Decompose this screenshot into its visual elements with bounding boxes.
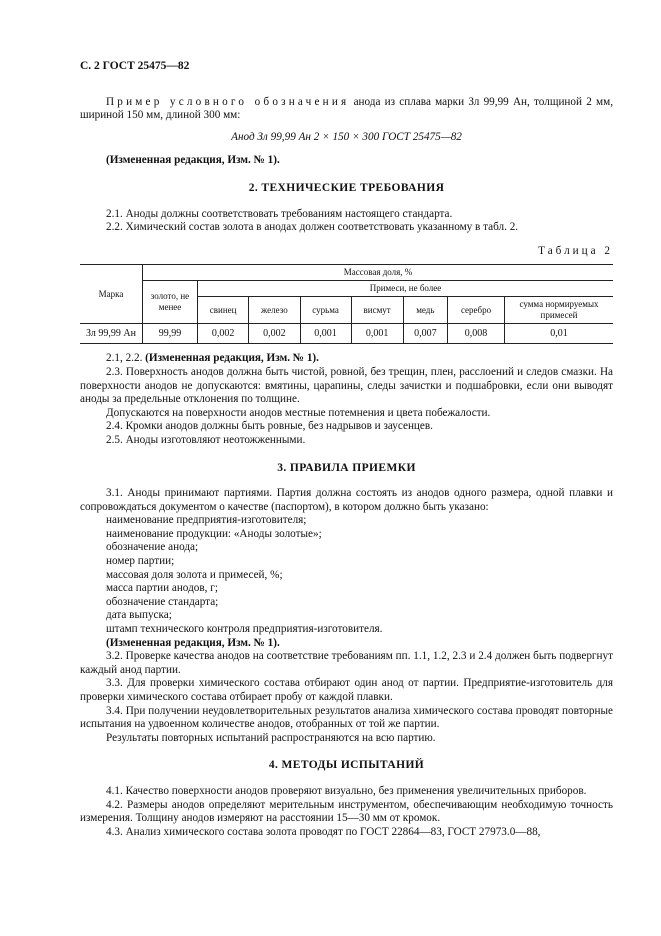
- list-item: массовая доля золота и примесей, %;: [106, 568, 283, 581]
- section-2-paragraph-5: 2.5. Аноды изготовляют неотожженными.: [106, 433, 306, 446]
- composition-table: [80, 264, 613, 344]
- list-item: наименование продукции: «Аноды золотые»;: [106, 527, 322, 540]
- section-3-paragraph-2: 3.2. Проверке качества анодов на соответствие требованиям пп. 1.1, 1.2, 2.3 и 2.4 должен быть подвергнут каждый анод партии.: [80, 650, 613, 676]
- table-header-copper: медь: [403, 297, 447, 324]
- list-item: обозначение стандарта;: [106, 595, 219, 608]
- table-header-iron: железо: [249, 297, 300, 324]
- table-cell-antimony: 0,001: [300, 324, 351, 344]
- table-header-sum: сумма нормируемых примесей: [505, 297, 614, 324]
- section-3-paragraph-4: 3.4. При получении неудовлетворительных результатов анализа химического состава проводят повторные испытания на удвоенном количестве анодов, отобранных от той же партии.: [80, 704, 613, 731]
- section-2-paragraph-3b: Допускаются на поверхности анодов местные потемнения и цвета побежалости.: [106, 406, 491, 419]
- table-cell-copper: 0,007: [403, 324, 447, 344]
- page-header: С. 2 ГОСТ 25475—82: [80, 60, 190, 72]
- table-header-bismuth: висмут: [351, 297, 403, 324]
- section-3-paragraph-1: 3.1. Аноды принимают партиями. Партия должна состоять из анодов одного размера, одной плавки и сопровождаться документом о качестве (паспортом), в котором должно быть указано:: [80, 487, 613, 513]
- list-item: номер партии;: [106, 555, 175, 568]
- list-item: дата выпуска;: [106, 609, 172, 622]
- section-4-title: 4. МЕТОДЫ ИСПЫТАНИЙ: [268, 759, 425, 772]
- section-4-paragraph-2: 4.2. Размеры анодов определяют мерительным инструментом, обеспечивающим необходимую точность измерения. Толщину анодов измеряют на расстоянии 15—30 мм от кромок.: [80, 798, 613, 825]
- section-2-paragraph-1: 2.1. Аноды должны соответствовать требованиям настоящего стандарта.: [106, 207, 453, 220]
- intro-paragraph: [80, 96, 613, 123]
- table-cell-silver: 0,008: [448, 324, 505, 344]
- table-cell-sum: 0,01: [505, 324, 614, 344]
- section-3-paragraph-4b: Результаты повторных испытаний распространяются на всю партию.: [106, 731, 436, 744]
- section-3-title: 3. ПРАВИЛА ПРИЕМКИ: [277, 461, 416, 474]
- list-item: штамп технического контроля предприятия-изготовителя.: [106, 623, 383, 636]
- passport-list: [80, 514, 613, 636]
- designation-formula: Анод Зл 99,99 Ан 2 × 150 × 300 ГОСТ 25475—82: [231, 130, 462, 143]
- table-cell-gold: 99,99: [143, 324, 198, 344]
- table-cell-lead: 0,002: [198, 324, 249, 344]
- section-4-paragraph-3: 4.3. Анализ химического состава золота проводят по ГОСТ 22864—83, ГОСТ 27973.0—88,: [106, 825, 541, 838]
- table-header-lead: свинец: [198, 297, 249, 324]
- section-4-paragraph-1: 4.1. Качество поверхности анодов проверяют визуально, без применения увеличительных приборов.: [106, 784, 587, 797]
- list-item: наименование предприятия-изготовителя;: [106, 514, 307, 527]
- section-2-edition-note: [80, 352, 613, 366]
- table-header-mass-fraction: Массовая доля, %: [143, 265, 614, 281]
- section-3-edition-note: (Измененная редакция, Изм. № 1).: [106, 636, 280, 649]
- table-caption: Таблица 2: [538, 244, 613, 257]
- section-2-paragraph-2: 2.2. Химический состав золота в анодах должен соответствовать указанному в табл. 2.: [106, 221, 519, 234]
- section-2-title: 2. ТЕХНИЧЕСКИЕ ТРЕБОВАНИЯ: [248, 181, 445, 194]
- section-2-paragraph-4: 2.4. Кромки анодов должны быть ровные, без надрывов и заусенцев.: [106, 420, 433, 433]
- table-cell-bismuth: 0,001: [351, 324, 403, 344]
- intro-spaced-label: Пример условного обозначения: [106, 95, 350, 108]
- table-header-gold: золото, не менее: [143, 281, 198, 324]
- table-header-antimony: сурьма: [300, 297, 351, 324]
- edition-prefix: 2.1, 2.2.: [106, 352, 146, 365]
- intro-text: анода из сплава марки Зл 99,99 Ан, толщиной 2 мм, шириной 150 мм, длиной 300 мм:: [80, 95, 613, 122]
- list-item: масса партии анодов, г;: [106, 582, 218, 595]
- document-page: [80, 60, 613, 839]
- list-item: обозначение анода;: [106, 541, 199, 554]
- table-cell-iron: 0,002: [249, 324, 300, 344]
- section-2-paragraph-3: 2.3. Поверхность анодов должна быть чистой, ровной, без трещин, плен, расслоений и следов смазки. На поверхности анодов не допускаются: вмятины, царапины, следы зачистки и подшабровки, если они выводят аноды за предельные отклонения по толщине.: [80, 365, 613, 406]
- table-row: [80, 324, 613, 344]
- edition-text: (Измененная редакция, Изм. № 1).: [145, 352, 319, 365]
- table-header-impurities: Примеси, не более: [198, 281, 614, 297]
- table-header-silver: серебро: [448, 297, 505, 324]
- table-header-marka: Марка: [80, 265, 143, 324]
- section-3-paragraph-3: 3.3. Для проверки химического состава отбирают один анод от партии. Предприятие-изготовитель для проверки химического состава отбирает пробу от каждой плавки.: [80, 677, 613, 703]
- table-cell-marka: Зл 99,99 Ан: [80, 324, 143, 344]
- intro-edition-note: (Измененная редакция, Изм. № 1).: [106, 154, 280, 167]
